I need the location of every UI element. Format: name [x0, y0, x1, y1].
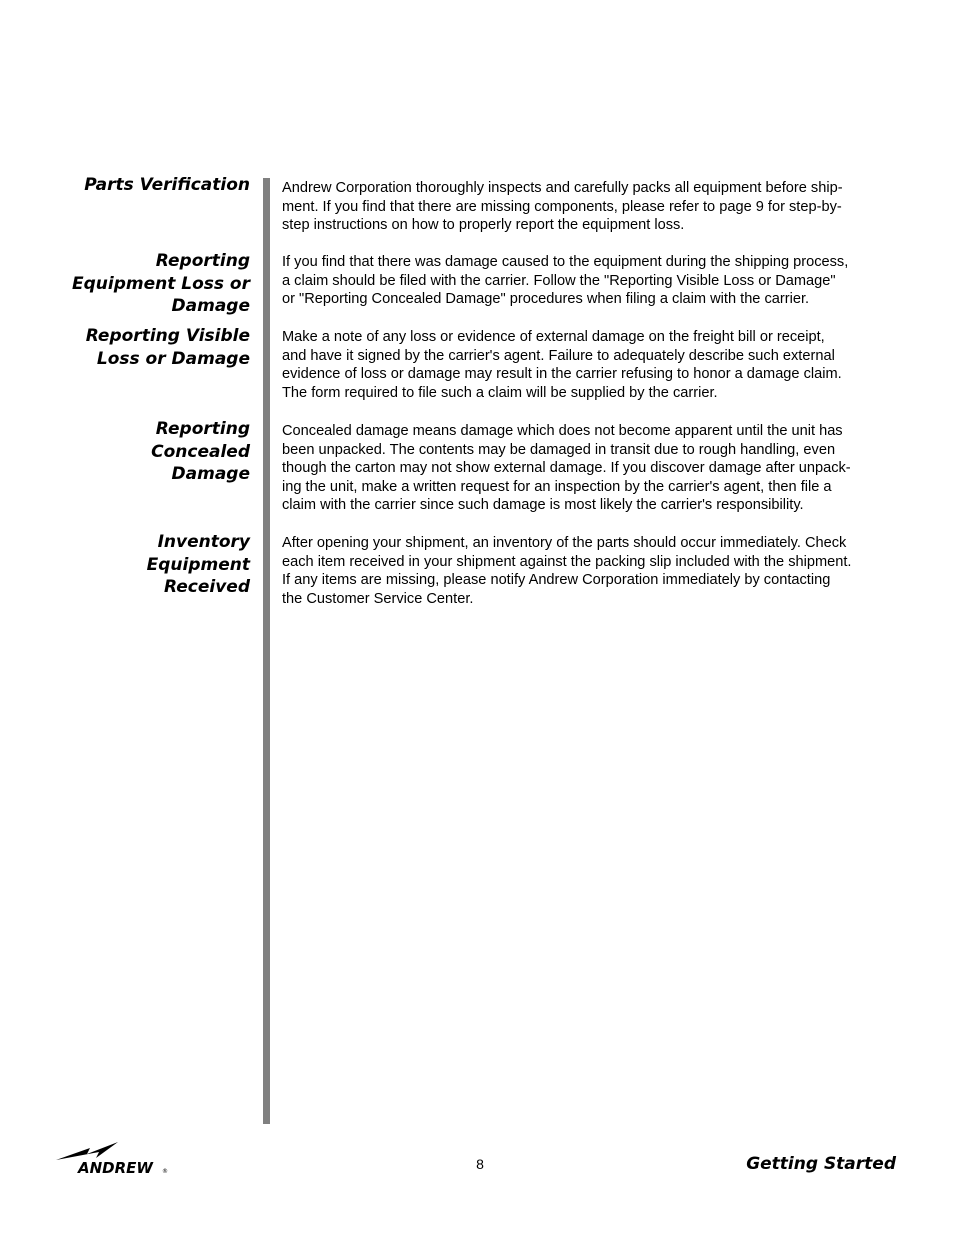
body-line: If any items are missing, please notify Andrew Corporation immediately by contacting: [282, 572, 831, 589]
heading-line: Equipment: [146, 554, 250, 575]
body-line: ing the unit, make a written request for an inspection by the carrier's agent, then file a: [282, 478, 832, 495]
page-number: 8: [476, 1156, 484, 1172]
body-line: Concealed damage means damage which does not become apparent until the unit has: [282, 423, 843, 439]
body-line: the Customer Service Center.: [282, 590, 474, 607]
heading-reporting-visible-loss: [10, 325, 250, 370]
heading-inventory-equipment-received: [10, 531, 250, 599]
registered-mark: ®: [162, 1168, 168, 1175]
footer-section-title: Getting Started: [746, 1154, 896, 1174]
body-line: though the carton may not show external damage. If you discover damage after unpack-: [282, 460, 851, 477]
body-line: a claim should be filed with the carrier. Follow the "Reporting Visible Loss or Damage": [282, 272, 836, 289]
body-line: or "Reporting Concealed Damage" procedures when filing a claim with the carrier.: [282, 291, 810, 308]
body-reporting-concealed-damage: [282, 422, 902, 515]
heading-line: Damage: [171, 464, 250, 484]
heading-reporting-concealed-damage: [10, 418, 250, 486]
heading-line: Loss or Damage: [96, 348, 250, 369]
body-inventory-equipment-received: [282, 534, 902, 608]
body-line: After opening your shipment, an inventory of the parts should occur immediately. Check: [282, 535, 847, 551]
heading-line: Damage: [171, 296, 250, 316]
body-reporting-equipment-loss: [282, 253, 902, 309]
heading-line: Reporting Visible: [85, 326, 250, 346]
logo-wordmark: ANDREW: [78, 1159, 153, 1177]
heading-line: Received: [164, 577, 250, 597]
body-line: Andrew Corporation thoroughly inspects and carefully packs all equipment before ship-: [282, 180, 843, 196]
heading-parts-verification: [10, 174, 250, 197]
body-parts-verification: [282, 179, 902, 235]
body-line: step instructions on how to properly report the equipment loss.: [282, 217, 685, 234]
body-line: The form required to file such a claim will be supplied by the carrier.: [282, 384, 718, 401]
body-line: and have it signed by the carrier's agent. Failure to adequately describe such external: [282, 347, 835, 364]
body-line: ment. If you find that there are missing components, please refer to page 9 for step-by-: [282, 198, 842, 215]
lightning-bolt-icon: [56, 1142, 118, 1160]
heading-line: Concealed: [151, 441, 250, 462]
heading-line: Reporting: [155, 419, 250, 439]
heading-line: Reporting: [155, 251, 250, 271]
vertical-divider-rule: [263, 178, 270, 1124]
body-reporting-visible-loss: [282, 328, 902, 402]
heading-line: Parts Verification: [84, 175, 250, 195]
andrew-logo: [56, 1140, 176, 1180]
heading-line: Inventory: [157, 532, 250, 552]
heading-reporting-equipment-loss: [10, 250, 250, 318]
body-line: each item received in your shipment against the packing slip included with the shipment.: [282, 553, 852, 570]
body-line: If you find that there was damage caused to the equipment during the shipping process,: [282, 254, 849, 270]
body-line: claim with the carrier since such damage is most likely the carrier's responsibility.: [282, 497, 804, 514]
body-line: been unpacked. The contents may be damaged in transit due to rough handling, even: [282, 441, 836, 458]
body-line: evidence of loss or damage may result in the carrier refusing to honor a damage claim.: [282, 366, 842, 383]
body-line: Make a note of any loss or evidence of external damage on the freight bill or receipt,: [282, 329, 825, 345]
heading-line: Equipment Loss or: [71, 273, 250, 294]
